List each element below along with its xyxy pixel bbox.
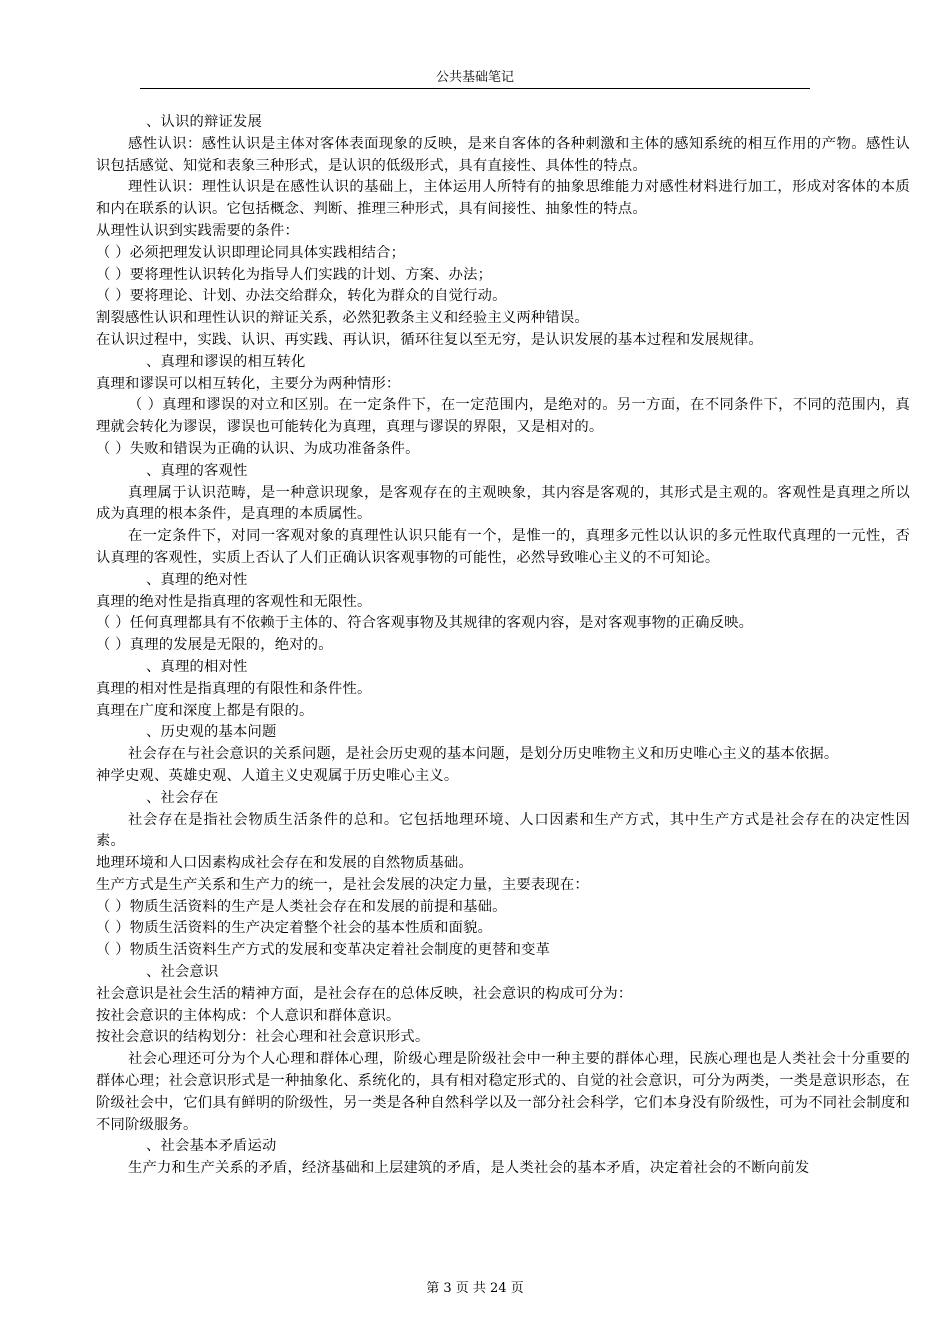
section-heading: 、社会存在	[146, 789, 219, 806]
section-heading: 、认识的辩证发展	[146, 114, 262, 130]
paragraph: 神学史观、英雄史观、人道主义史观属于历史唯心主义。	[96, 767, 459, 784]
section-heading: 、真理的相对性	[146, 658, 248, 675]
paragraph: 真理和谬误可以相互转化，主要分为两种情形：	[96, 375, 401, 392]
list-item: （ ）要将理性认识转化为指导人们实践的计划、方案、办法；	[96, 266, 493, 283]
list-item: （ ）要将理论、计划、办法交给群众，转化为群众的自觉行动。	[96, 288, 507, 305]
paragraph: 社会意识是社会生活的精神方面，是社会存在的总体反映，社会意识的构成可分为：	[96, 985, 633, 1002]
list-item: （ ）必须把理发认识即理论同具体实践相结合；	[96, 244, 406, 261]
paragraph: 在一定条件下，对同一客观对象的真理性认识只能有一个，是惟一的，真理多元性以认识的多元性取代真理的一元性，否认真理的客观性，实质上否认了人们正确认识客观事物的可能性，必然导致唯心主义的不可知论。	[96, 528, 910, 566]
paragraph: 在认识过程中，实践、认识、再实践、再认识，循环往复以至无穷，是认识发展的基本过程和发展规律。	[96, 331, 763, 348]
paragraph: 社会存在与社会意识的关系问题，是社会历史观的基本问题，是划分历史唯物主义和历史唯心主义的基本依据。	[128, 746, 839, 763]
paragraph: 按社会意识的主体构成：个人意识和群体意识。	[96, 1007, 401, 1024]
header-rule	[140, 88, 810, 89]
paragraph: 从理性认识到实践需要的条件：	[96, 222, 299, 239]
section-heading: 、真理的客观性	[146, 462, 248, 479]
list-item: （ ）物质生活资料生产方式的发展和变革决定着社会制度的更替和变革	[96, 942, 551, 959]
paragraph: 感性认识：感性认识是主体对客体表面现象的反映，是来自客体的各种刺激和主体的感知系统的相互作用的产物。感性认识包括感觉、知觉和表象三种形式，是认识的低级形式，具有直接性、具体性的特点。	[96, 135, 910, 174]
paragraph: 生产方式是生产关系和生产力的统一，是社会发展的决定力量，主要表现在：	[96, 876, 589, 893]
list-item: （ ）物质生活资料的生产决定着整个社会的基本性质和面貌。	[96, 920, 493, 937]
paragraph: 按社会意识的结构划分：社会心理和社会意识形式。	[96, 1029, 430, 1046]
paragraph: 社会心理还可分为个人心理和群体心理，阶级心理是阶级社会中一种主要的群体心理，民族心理也是人类社会十分重要的群体心理；社会意识形式是一种抽象化、系统化的，具有相对稳定形式的、自觉的社会意识，可分为两类，一类是意识形态，在阶级社会中，它们具有鲜明的阶级性，另一类是各种自然科学以及一部分社会科学，它们本身没有阶级性，可为不同社会制度和不同阶级服务。	[96, 1051, 910, 1133]
section-heading: 、历史观的基本问题	[146, 724, 277, 741]
page-header-title: 公共基础笔记	[435, 70, 514, 85]
list-item: （ ）失败和错误为正确的认识、为成功准备条件。	[96, 440, 420, 457]
section-heading: 、真理的绝对性	[146, 571, 248, 588]
paragraph: 割裂感性认识和理性认识的辩证关系，必然犯教条主义和经验主义两种错误。	[96, 310, 589, 327]
paragraph: 理性认识：理性认识是在感性认识的基础上，主体运用人所特有的抽象思维能力对感性材料进行加工，形成对客体的本质和内在联系的认识。它包括概念、判断、推理三种形式，具有间接性、抽象性的特点。	[96, 179, 910, 218]
list-item: （ ）物质生活资料的生产是人类社会存在和发展的前提和基础。	[96, 898, 507, 915]
paragraph: 真理的相对性是指真理的有限性和条件性。	[96, 680, 372, 697]
document-body	[96, 112, 910, 1180]
paragraph: 地理环境和人口因素构成社会存在和发展的自然物质基础。	[96, 855, 473, 872]
list-item: （ ）任何真理都具有不依赖于主体的、符合客观事物及其规律的客观内容，是对客观事物的正确反映。	[96, 615, 754, 632]
paragraph: 真理属于认识范畴，是一种意识现象，是客观存在的主观映象，其内容是客观的，其形式是主观的。客观性是真理之所以成为真理的根本条件，是真理的本质属性。	[96, 484, 910, 523]
list-item: （ ）真理和谬误的对立和区别。在一定条件下，在一定范围内，是绝对的。另一方面，在不同条件下，不同的范围内，真理就会转化为谬误，谬误也可能转化为真理，真理与谬误的界限，又是相对的。	[96, 397, 910, 436]
section-heading: 、真理和谬误的相互转化	[146, 353, 306, 370]
paragraph: 真理在广度和深度上都是有限的。	[96, 702, 314, 719]
list-item: （ ）真理的发展是无限的，绝对的。	[96, 637, 333, 654]
section-heading: 、社会意识	[146, 964, 219, 981]
page-number-footer: 第 3 页 共 24 页	[426, 1281, 524, 1296]
paragraph: 社会存在是指社会物质生活条件的总和。它包括地理环境、人口因素和生产方式，其中生产方式是社会存在的决定性因素。	[96, 811, 910, 850]
paragraph: 真理的绝对性是指真理的客观性和无限性。	[96, 593, 372, 610]
paragraph: 生产力和生产关系的矛盾，经济基础和上层建筑的矛盾，是人类社会的基本矛盾，决定着社会的不断向前发	[128, 1160, 810, 1177]
section-heading: 、社会基本矛盾运动	[146, 1138, 277, 1155]
